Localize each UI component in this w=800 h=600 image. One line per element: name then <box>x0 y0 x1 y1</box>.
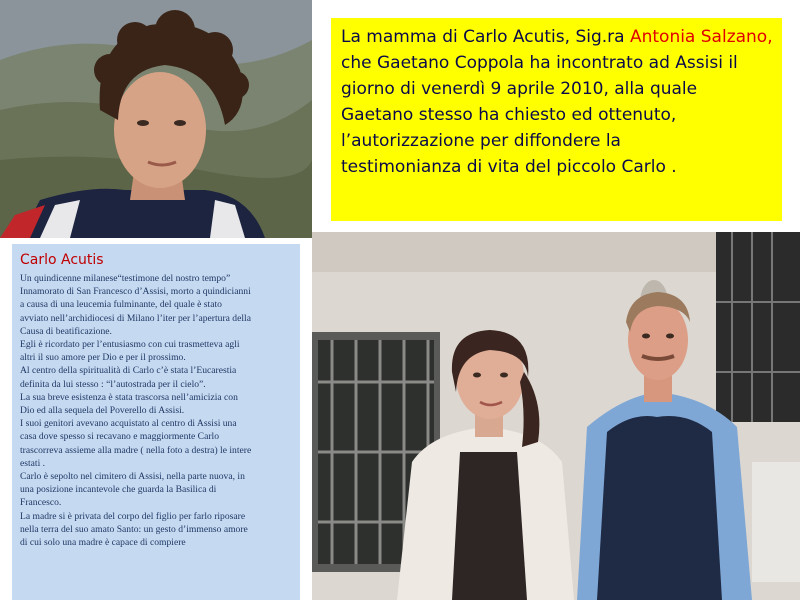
info-line: Un quindicenne milanese“testimone del nostro tempo” <box>20 273 231 284</box>
caption-line: giorno di venerdì 9 aprile 2010, alla quale <box>341 79 698 99</box>
info-line: casa dove spesso si recavano e maggiormente Carlo <box>20 431 220 443</box>
info-line: estati . <box>20 457 46 469</box>
info-line: a causa di una leucemia fulminante, del quale è stato <box>20 299 222 311</box>
info-line: Causa di beatificazione. <box>20 325 112 337</box>
info-line: La sua breve esistenza è stata trascorsa nell’amicizia con <box>20 391 238 403</box>
info-line: Carlo è sepolto nel cimitero di Assisi, nella parte nuova, in <box>20 471 245 483</box>
portrait-photo <box>0 0 312 238</box>
info-line: Innamorato di San Francesco d’Assisi, morto a quindicianni <box>20 286 251 298</box>
info-line: Dio ed alla sequela del Poverello di Assisi. <box>20 405 185 417</box>
info-line: Francesco. <box>20 497 62 509</box>
info-line: nella terra del suo amato Santo: un gesto d’immenso amore <box>20 523 248 535</box>
info-line: trascorreva assieme alla madre ( nella foto a destra) le intere <box>20 444 252 456</box>
info-line: avviato nell’archidiocesi di Milano l’iter per l’apertura della <box>20 312 251 324</box>
info-line: di cui solo una madre è capace di compiere <box>20 537 186 549</box>
info-panel <box>12 244 300 600</box>
caption-highlight-name: Antonia Salzano, <box>629 27 773 47</box>
caption-line: testimonianza di vita del piccolo Carlo . <box>341 157 677 177</box>
caption-box <box>331 18 782 221</box>
info-line: La madre si è privata del corpo del figlio per farlo riposare <box>20 510 246 522</box>
info-line: Egli è ricordato per l’entusiasmo con cui trasmetteva agli <box>20 339 240 351</box>
caption-line: l’autorizzazione per diffondere la <box>341 131 621 151</box>
caption-line: Gaetano stesso ha chiesto ed ottenuto, <box>341 105 677 125</box>
info-line: altri il suo amore per Dio e per il prossimo. <box>20 352 186 364</box>
info-line: Al centro della spiritualità di Carlo c’è stata l’Eucarestia <box>20 365 237 377</box>
info-title: Carlo Acutis <box>20 252 104 268</box>
caption-prefix: La mamma di Carlo Acutis, Sig.ra <box>341 27 630 47</box>
info-line: I suoi genitori avevano acquistato al centro di Assisi una <box>20 418 237 430</box>
info-line: una posizione incantevole che guarda la Basilica di <box>20 484 217 496</box>
info-line: definita da lui stesso : “l’autostrada per il cielo”. <box>20 378 206 390</box>
group-photo <box>312 232 800 600</box>
caption-line: che Gaetano Coppola ha incontrato ad Assisi il <box>341 53 738 73</box>
